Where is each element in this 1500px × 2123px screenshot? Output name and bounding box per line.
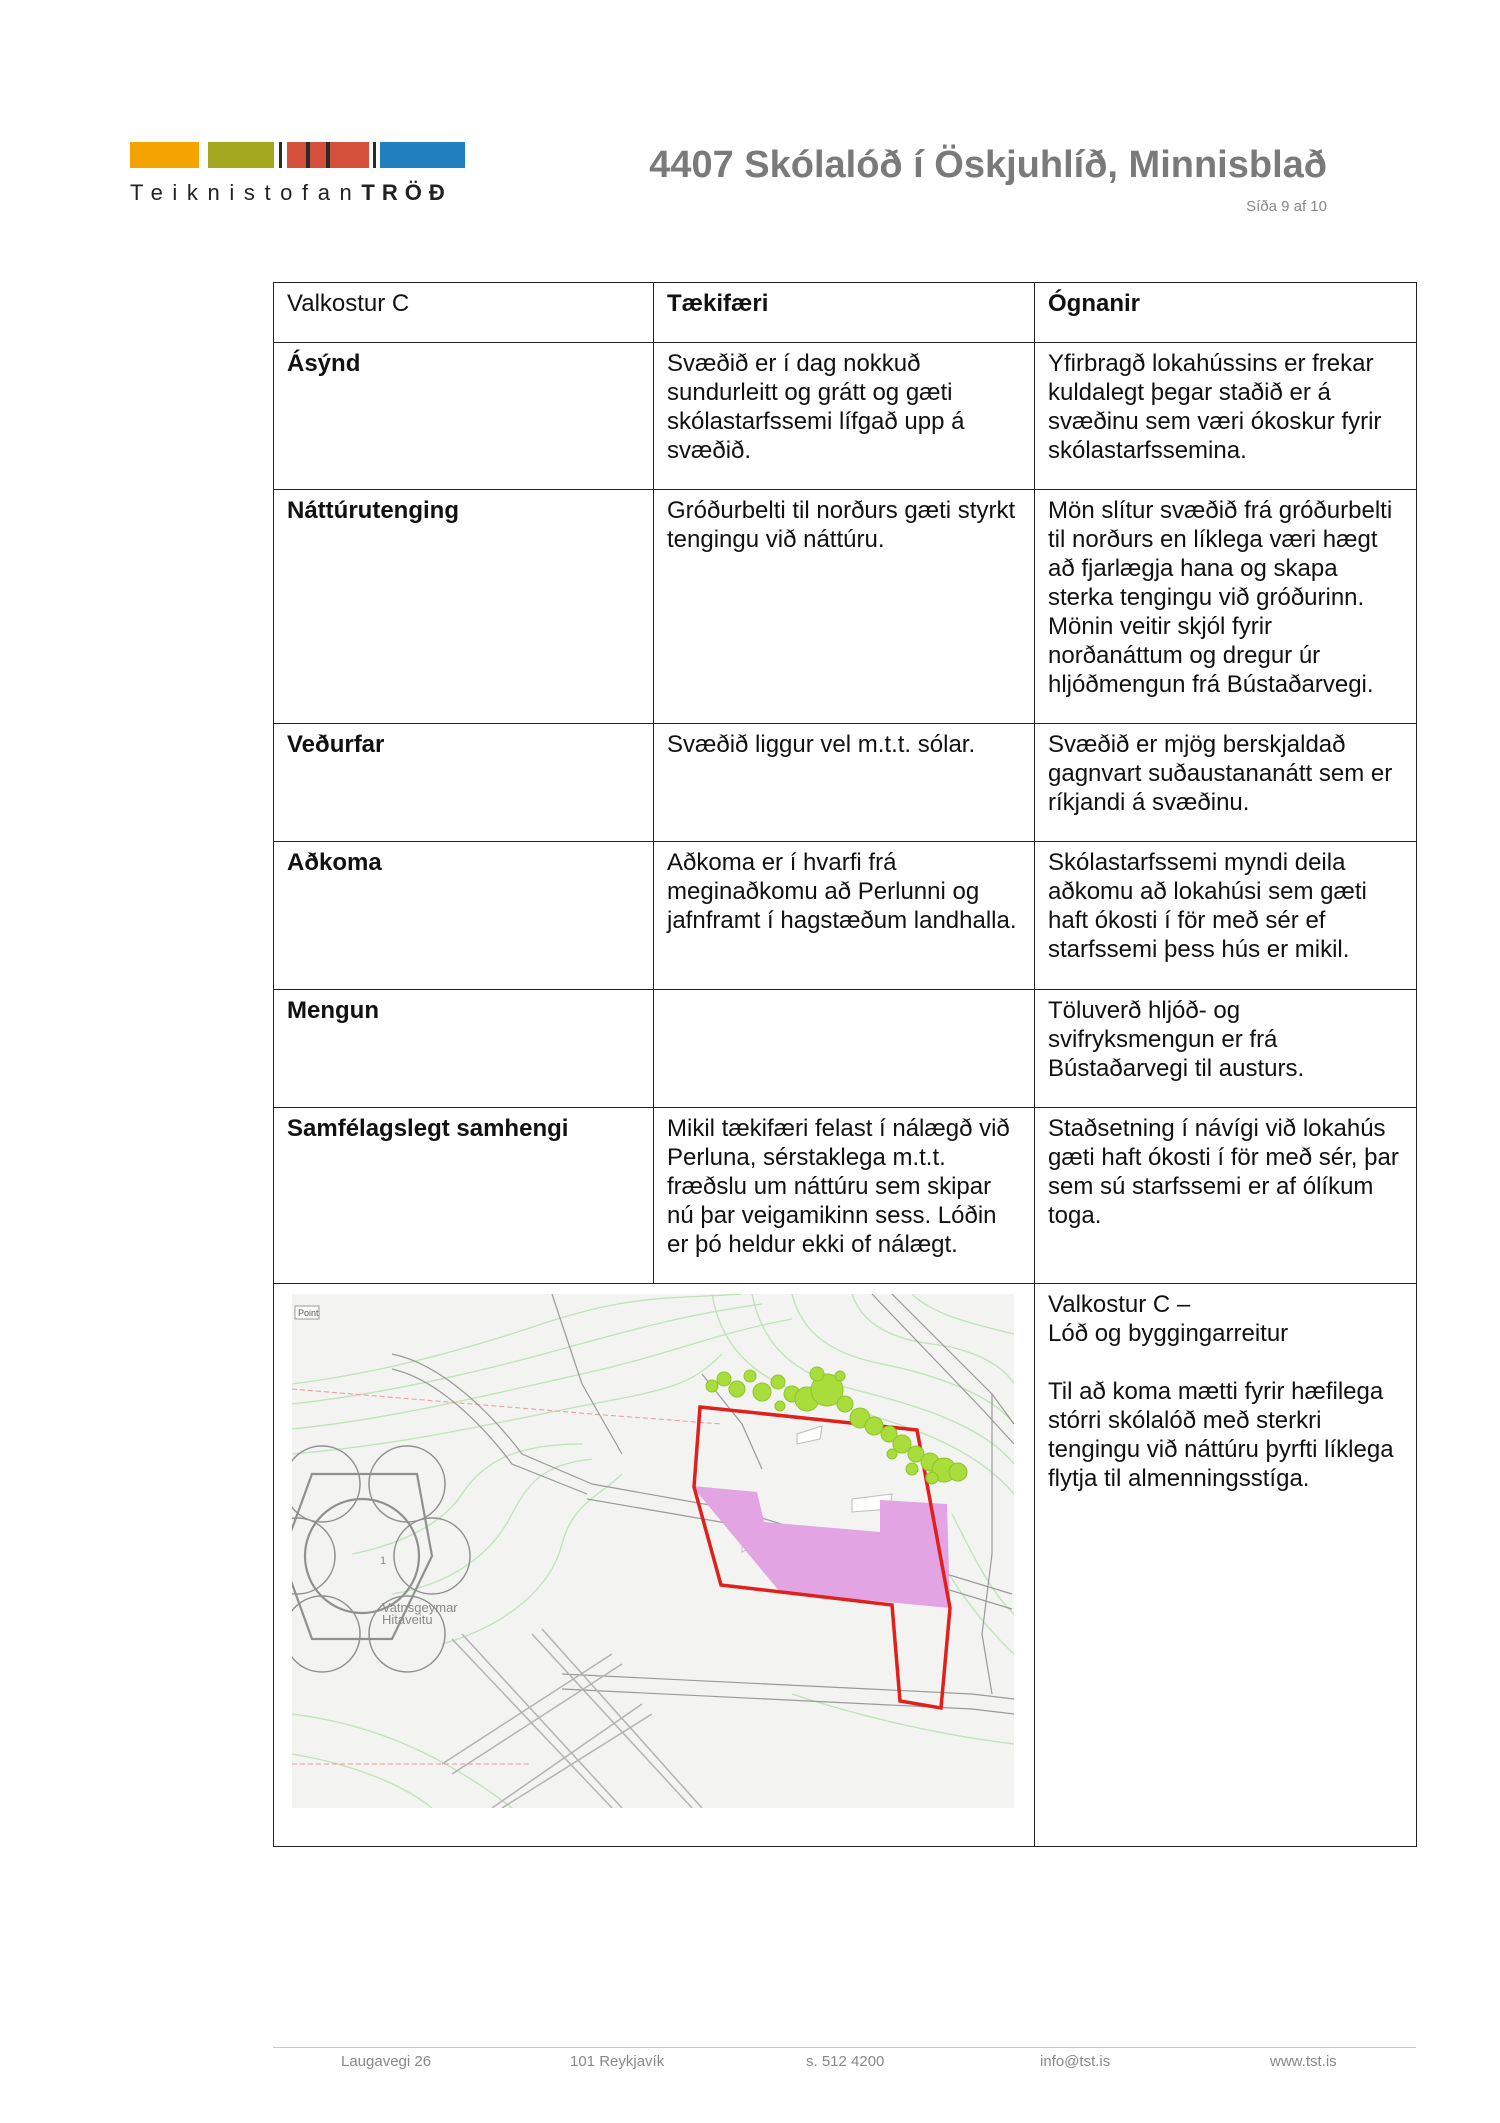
map-point-label: Point: [298, 1308, 319, 1318]
caption-title-1: Valkostur C –: [1048, 1291, 1191, 1318]
table-header-row: [274, 283, 1417, 343]
map-caption: [1035, 1284, 1417, 1847]
logo-wordmark: [130, 180, 452, 206]
logo-text-bold: TRÖÐ: [361, 180, 452, 205]
row-opportunity: Aðkoma er í hvarfi frá meginaðkomu að Perlunni og jafnframt í hagstæðum landhalla.: [654, 842, 1035, 990]
row-label: Mengun: [274, 990, 654, 1108]
page-number: Síða 9 af 10: [1246, 198, 1327, 215]
table-row: [274, 343, 1417, 490]
map-tank-number: 1: [380, 1555, 387, 1567]
row-threat: Töluverð hljóð- og svifryksmengun er frá Bústaðarvegi til austurs.: [1035, 990, 1417, 1108]
site-map: [292, 1294, 1014, 1808]
table-row: [274, 1108, 1417, 1284]
footer-address: Laugavegi 26: [341, 2053, 432, 2070]
row-threat: Skólastarfssemi myndi deila aðkomu að lokahúsi sem gæti haft ókosti í för með sér ef starfssemi þess hús er mikil.: [1035, 842, 1417, 990]
row-threat: Yfirbragð lokahússins er frekar kuldalegt þegar staðið er á svæðinu sem væri ókoskur fyrir skólastarfssemina.: [1035, 343, 1417, 490]
logo-bar-stripe-3: [373, 142, 376, 168]
logo-text-light: Teiknistofan: [130, 180, 362, 205]
logo-bar-stripe-2: [326, 142, 330, 168]
row-opportunity: Gróðurbelti til norðurs gæti styrkt tengingu við náttúru.: [654, 490, 1035, 724]
caption-body: Til að koma mætti fyrir hæfilega stórri skólalóð með sterkri tengingu við náttúru þyrfti líklega flytja til almenningsstíga.: [1048, 1378, 1394, 1492]
header-opportunities: Tækifæri: [654, 283, 1035, 343]
row-opportunity: [654, 990, 1035, 1108]
logo-bar-stripe-1: [306, 142, 310, 168]
table-row: [274, 842, 1417, 990]
map-tank-label-2: Hitaveitu: [382, 1612, 433, 1627]
document-title: 4407 Skólalóð í Öskjuhlíð, Minnisblað: [649, 144, 1327, 186]
row-label: Ásýnd: [274, 343, 654, 490]
row-label: Veðurfar: [274, 724, 654, 842]
table-row: [274, 990, 1417, 1108]
table-row: [274, 490, 1417, 724]
logo-bar-orange: [130, 142, 199, 168]
footer-email[interactable]: info@tst.is: [1040, 2053, 1111, 2070]
row-threat: Svæðið er mjög berskjaldað gagnvart suðaustananátt sem er ríkjandi á svæðinu.: [1035, 724, 1417, 842]
header-option: Valkostur C: [274, 283, 654, 343]
table-row: [274, 724, 1417, 842]
footer-divider: [273, 2047, 1416, 2048]
row-opportunity: Mikil tækifæri felast í nálægð við Perluna, sérstaklega m.t.t. fræðslu um náttúru sem skipar nú þar veigamikinn sess. Lóðin er þó heldur ekki of nálægt.: [654, 1108, 1035, 1284]
options-table: [273, 282, 1417, 1847]
map-tank-label-1: Vatnsgeymar: [382, 1600, 458, 1615]
map-cell: [274, 1284, 1035, 1847]
footer-postcode: 101 Reykjavík: [570, 2053, 665, 2070]
caption-title-2: Lóð og byggingarreitur: [1048, 1320, 1289, 1347]
row-label: Náttúrutenging: [274, 490, 654, 724]
caption-spacer: [1048, 1348, 1404, 1377]
logo-bar-blue: [380, 142, 465, 168]
logo-bar-dark: [279, 142, 282, 168]
row-opportunity: Svæðið liggur vel m.t.t. sólar.: [654, 724, 1035, 842]
footer-phone: s. 512 4200: [806, 2053, 885, 2070]
map-row: [274, 1284, 1417, 1847]
row-label: Aðkoma: [274, 842, 654, 990]
row-opportunity: Svæðið er í dag nokkuð sundurleitt og grátt og gæti skólastarfssemi lífgað upp á svæðið.: [654, 343, 1035, 490]
company-logo: [130, 142, 465, 212]
row-label: Samfélagslegt samhengi: [274, 1108, 654, 1284]
header-threats: Ógnanir: [1035, 283, 1417, 343]
row-threat: Staðsetning í návígi við lokahús gæti haft ókosti í för með sér, þar sem sú starfssemi er af ólíkum toga.: [1035, 1108, 1417, 1284]
site-map-svg: [292, 1294, 1014, 1808]
logo-bar-olive: [208, 142, 274, 168]
footer-website[interactable]: www.tst.is: [1270, 2053, 1337, 2070]
row-threat: Mön slítur svæðið frá gróðurbelti til norðurs en líklega væri hægt að fjarlægja hana og skapa sterka tengingu við gróðurinn. Mönin veitir skjól fyrir norðanáttum og dregur úr hljóðmengun frá Bústaðarvegi.: [1035, 490, 1417, 724]
